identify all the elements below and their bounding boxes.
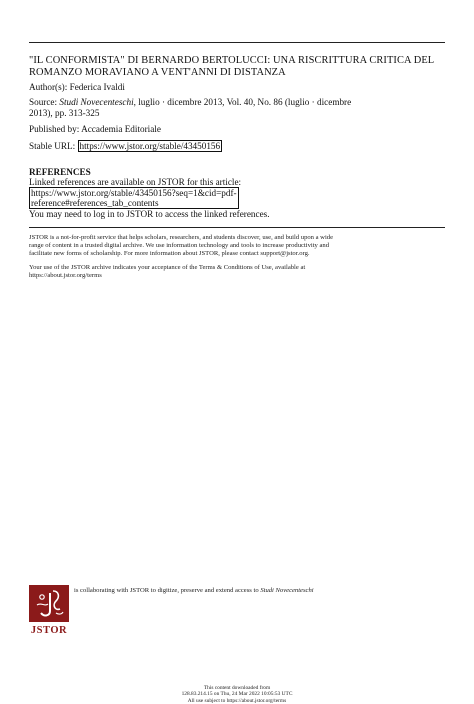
references-link-line-1[interactable]: https://www.jstor.org/stable/43450156?seq=1&cid=pdf- bbox=[31, 188, 237, 198]
footer-line-2: 128.83.214.15 on Thu, 24 Mar 2022 10:05:53 UTC bbox=[181, 691, 293, 698]
download-footer bbox=[0, 685, 474, 704]
footer-line-1: This content downloaded from bbox=[203, 685, 271, 691]
publisher-name: Accademia Editoriale bbox=[81, 124, 161, 134]
references-link[interactable] bbox=[29, 187, 239, 209]
source-block bbox=[29, 97, 445, 119]
jstor-notice-line-2: range of content in a trusted digital archive. We use information technology and tools to increase productivity and bbox=[29, 241, 330, 249]
stable-url-label: Stable URL: bbox=[29, 141, 76, 151]
source-line-1 bbox=[29, 97, 445, 108]
terms-notice-line-1: Your use of the JSTOR archive indicates your acceptance of the Terms & Conditions of Use, available at bbox=[29, 264, 306, 271]
title-line-2: ROMANZO MORAVIANO A VENT'ANNI DI DISTANZA bbox=[29, 67, 286, 78]
collaboration-block bbox=[29, 585, 445, 641]
middle-divider bbox=[29, 227, 445, 228]
jstor-logo-wordmark: JSTOR bbox=[30, 625, 68, 636]
jstor-notice-line-1: JSTOR is a not-for-profit service that helps scholars, researchers, and students discover, use, and build upon a wide bbox=[29, 234, 334, 241]
publisher-label: Published by: bbox=[29, 124, 80, 134]
collaboration-sentence: is collaborating with JSTOR to digitize, preserve and extend access to bbox=[74, 587, 259, 594]
source-line-2: 2013), pp. 313-325 bbox=[29, 108, 100, 118]
collaboration-text bbox=[74, 587, 314, 594]
publisher-line bbox=[29, 124, 445, 135]
references-body bbox=[29, 177, 445, 219]
stable-url-link[interactable]: https://www.jstor.org/stable/43450156 bbox=[79, 141, 221, 151]
author-name: Federica Ivaldi bbox=[69, 82, 125, 92]
title-line-1: "IL CONFORMISTA" DI BERNARDO BERTOLUCCI: UNA RISCRITTURA CRITICA DEL bbox=[29, 55, 435, 66]
jstor-logo-emblem-icon bbox=[29, 585, 69, 622]
jstor-logo-icon bbox=[29, 585, 69, 622]
author-line bbox=[29, 82, 445, 93]
source-journal: Studi Novecenteschi bbox=[59, 97, 134, 107]
article-title bbox=[29, 55, 445, 79]
author-label: Author(s): bbox=[29, 82, 68, 92]
references-heading: REFERENCES bbox=[29, 167, 91, 177]
references-intro: Linked references are available on JSTOR for this article: bbox=[29, 177, 242, 187]
stable-url-line bbox=[29, 141, 445, 152]
references-link-line-2[interactable]: reference#references_tab_contents bbox=[31, 198, 159, 208]
source-details: , luglio · dicembre 2013, Vol. 40, No. 86 (luglio · dicembre bbox=[133, 97, 352, 107]
footer-line-3: All use subject to https://about.jstor.org/terms bbox=[187, 697, 287, 704]
jstor-notice-line-3: facilitate new forms of scholarship. For more information about JSTOR, please contact support@jstor.org. bbox=[29, 249, 310, 257]
top-divider bbox=[29, 42, 445, 43]
references-login-note: You may need to log in to JSTOR to access the linked references. bbox=[29, 209, 270, 219]
terms-notice bbox=[29, 264, 445, 280]
terms-notice-line-2: https://about.jstor.org/terms bbox=[29, 271, 102, 279]
collaboration-journal: Studi Novecenteschi bbox=[260, 587, 314, 594]
jstor-notice bbox=[29, 234, 445, 257]
source-label: Source: bbox=[29, 97, 58, 107]
